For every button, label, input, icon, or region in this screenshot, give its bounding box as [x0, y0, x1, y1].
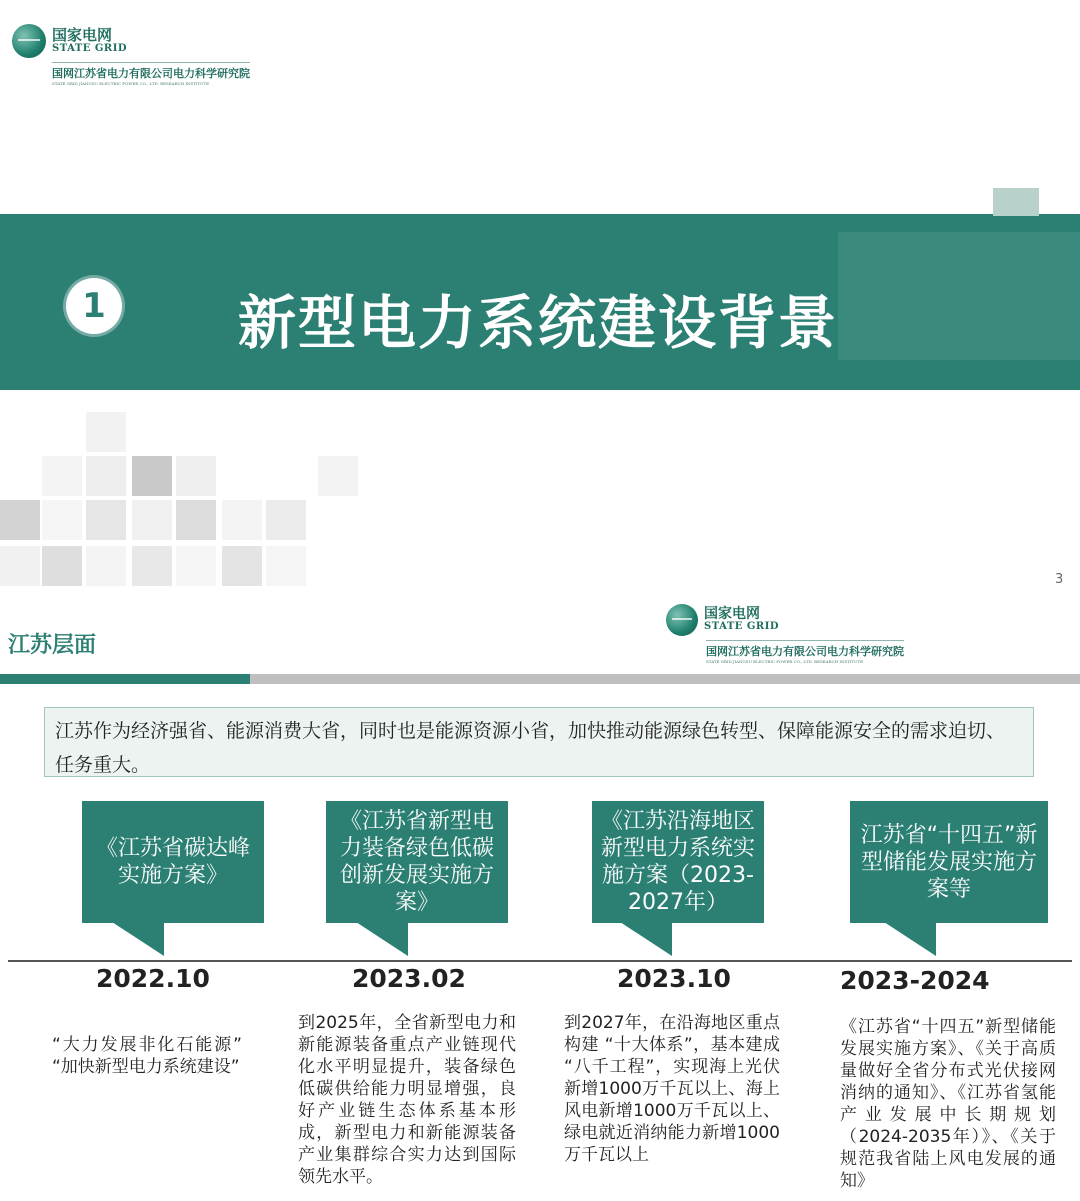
timeline-description: “大力发展非化石能源” “加快新型电力系统建设” [52, 1035, 242, 1077]
callout-pointer [620, 922, 672, 956]
timeline-description: 《江苏省“十四五”新型储能发展实施方案》、《关于高质量做好全省分布式光伏接网消纳的通知》、《江苏省氢能产业发展中长期规划（2024-2035年）》、《关于规范我省陆上风电发展的通知》 [840, 1017, 1056, 1191]
callout-pointer [884, 922, 936, 956]
page-number: 3 [1055, 572, 1064, 587]
logo-institute-en: STATE GRID JIANGSU ELECTRIC POWER CO., LTD. RESEARCH INSTITUTE [52, 81, 210, 86]
slide-jiangsu-level [0, 598, 1080, 1201]
slide-title: 江苏层面 [8, 633, 97, 658]
summary-box: 江苏作为经济强省、能源消费大省，同时也是能源资源小省，加快推动能源绿色转型、保障能源安全的需求迫切、任务重大。 [44, 707, 1034, 777]
timeline-description: 到2025年，全省新型电力和新能源装备重点产业链现代化水平明显提升，装备绿色低碳供给能力明显增强，良好产业链生态体系基本形成，新型电力和新能源装备产业集群综合实力达到国际领先水平。 [298, 1013, 516, 1187]
globe-icon [666, 604, 698, 636]
policy-callout: 《江苏省碳达峰实施方案》 [82, 801, 264, 923]
band-decoration-top [993, 188, 1039, 216]
timeline-axis [8, 960, 1072, 962]
logo-name-cn: 国家电网 [52, 25, 113, 44]
logo-name-en: STATE GRID [52, 42, 128, 54]
state-grid-logo [12, 24, 250, 86]
policy-callout: 《江苏沿海地区新型电力系统实施方案（2023-2027年） [592, 801, 764, 923]
timeline-date: 2023.02 [352, 964, 466, 993]
callout-pointer [112, 922, 164, 956]
header-divider-accent [0, 674, 250, 684]
timeline-date: 2023-2024 [840, 966, 990, 995]
logo-name-cn: 国家电网 [704, 606, 760, 623]
timeline-description: 到2027年，在沿海地区重点构建 “十大体系”，基本建成 “八千工程”，实现海上光伏新增1000万千瓦以上、海上风电新增1000万千瓦以上、绿电就近消纳能力新增1000万千瓦以上 [564, 1013, 780, 1165]
state-grid-logo [666, 604, 904, 664]
timeline-date: 2022.10 [96, 964, 210, 993]
band-decoration [838, 232, 1080, 360]
section-title: 新型电力系统建设背景 [238, 289, 839, 357]
slide-section-cover [0, 0, 1080, 598]
section-number-badge: 1 [66, 278, 122, 334]
policy-callout: 江苏省“十四五”新型储能发展实施方案等 [850, 801, 1048, 923]
logo-name-en: STATE GRID [704, 621, 780, 633]
logo-institute-en: STATE GRID JIANGSU ELECTRIC POWER CO., LTD. RESEARCH INSTITUTE [706, 659, 864, 664]
logo-institute-cn: 国网江苏省电力有限公司电力科学研究院 [706, 640, 904, 659]
globe-icon [12, 24, 46, 58]
policy-callout: 《江苏省新型电力装备绿色低碳创新发展实施方案》 [326, 801, 508, 923]
logo-institute-cn: 国网江苏省电力有限公司电力科学研究院 [52, 62, 250, 81]
callout-pointer [356, 922, 408, 956]
timeline-date: 2023.10 [617, 964, 731, 993]
